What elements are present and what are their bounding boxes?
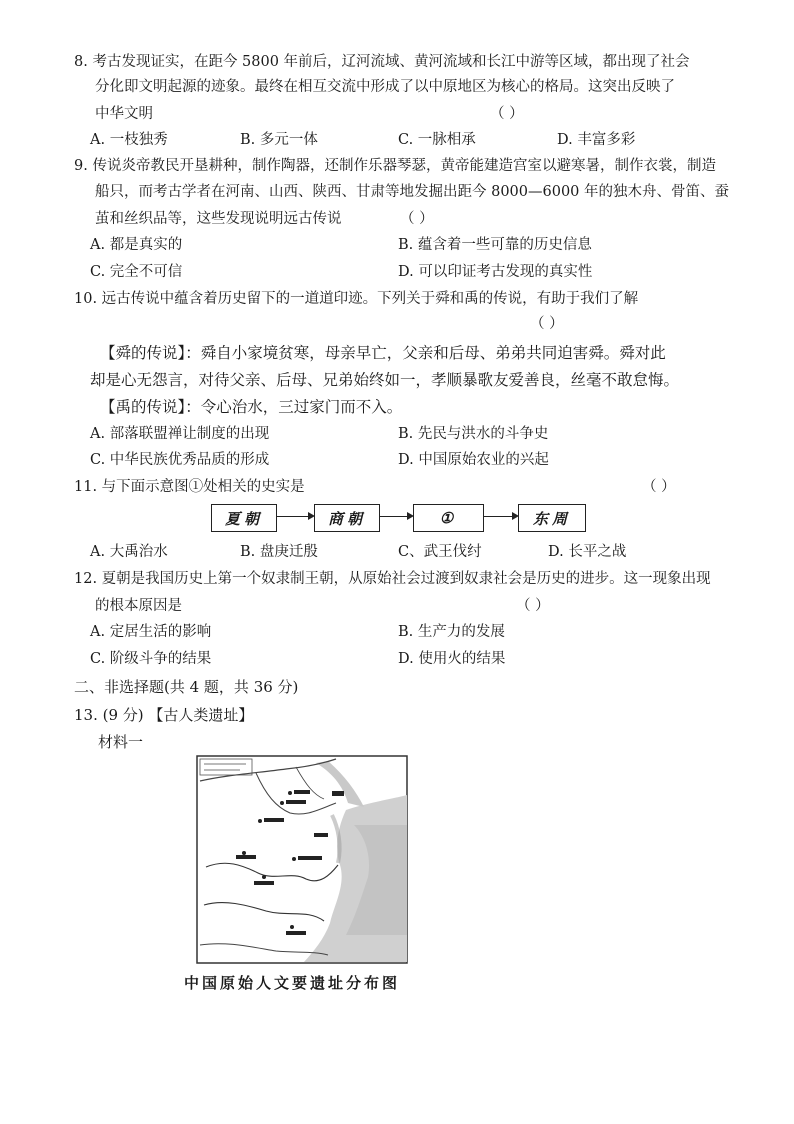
map-caption: 中国原始人文要遗址分布图	[184, 974, 401, 992]
q9-option-b: B. 蕴含着一些可靠的历史信息	[398, 237, 592, 253]
q8-line2: 分化即文明起源的迹象。最终在相互交流中形成了以中原地区为核心的格局。这突出反映了	[95, 79, 675, 95]
q8-option-c: C. 一脉相承	[398, 132, 476, 148]
q8-answer-paren: （ ）	[490, 106, 524, 122]
q8-line1: 8. 考古发现证实，在距今 5800 年前后，辽河流域、黄河流域和长江中游等区域，都出现了社会	[74, 54, 690, 70]
sites-distribution-map	[196, 755, 408, 964]
q10-shun-legend-2: 却是心无怨言，对待父亲、后母、兄弟始终如一，孝顺暴歌友爱善良，丝毫不敢怠悔。	[90, 371, 680, 389]
q11-answer-paren: （ ）	[642, 479, 676, 495]
q11-option-b: B. 盘庚迁殷	[240, 544, 318, 560]
flow-box-dongzhou: 东周	[518, 504, 586, 532]
q12-option-d: D. 使用火的结果	[398, 651, 506, 667]
q8-option-d: D. 丰富多彩	[557, 132, 636, 148]
flow-box-xia: 夏朝	[211, 504, 277, 532]
q10-yu-legend: 【禹的传说】：令心治水，三过家门而不入。	[100, 398, 403, 416]
q11-option-a: A. 大禹治水	[90, 544, 168, 560]
q9-option-c: C. 完全不可信	[90, 264, 183, 280]
q10-option-d: D. 中国原始农业的兴起	[398, 452, 549, 468]
map-graphic	[196, 755, 408, 964]
q8-option-a: A. 一枝独秀	[90, 132, 168, 148]
q13-title: 13. (9 分) 【古人类遗址】	[74, 706, 254, 724]
q12-line1: 12. 夏朝是我国历史上第一个奴隶制王朝，从原始社会过渡到奴隶社会是历史的进步。这一现象出现	[74, 571, 711, 587]
flow-arrow-1	[277, 516, 313, 517]
q9-answer-paren: （ ）	[400, 211, 434, 227]
q9-line2: 船只，而考古学者在河南、山西、陕西、甘肃等地发掘出距今 8000—6000 年的独木舟、骨笛、蚕	[95, 184, 730, 200]
q10-answer-paren: （ ）	[530, 316, 564, 332]
q12-option-b: B. 生产力的发展	[398, 624, 505, 640]
q12-answer-paren: （ ）	[516, 598, 550, 614]
q11-line1: 11. 与下面示意图①处相关的史实是	[74, 479, 305, 495]
q8-line3: 中华文明	[95, 106, 153, 122]
q8-option-b: B. 多元一体	[240, 132, 318, 148]
q10-option-c: C. 中华民族优秀品质的形成	[90, 452, 270, 468]
q13-material-label: 材料一	[98, 733, 144, 751]
flow-box-shang: 商朝	[314, 504, 380, 532]
q9-option-a: A. 都是真实的	[90, 237, 183, 253]
flow-box-blank: ①	[413, 504, 484, 532]
flow-arrow-3	[484, 516, 517, 517]
q10-option-a: A. 部落联盟禅让制度的出现	[90, 426, 270, 442]
q11-option-c: C、武王伐纣	[398, 544, 482, 560]
q12-option-c: C. 阶级斗争的结果	[90, 651, 212, 667]
q9-option-d: D. 可以印证考古发现的真实性	[398, 264, 593, 280]
q11-option-d: D. 长平之战	[548, 544, 627, 560]
q9-line1: 9. 传说炎帝教民开垦耕种，制作陶器，还制作乐器琴瑟，黄帝能建造宫室以避寒暑，制作衣裳，制造	[74, 158, 716, 174]
q10-line1: 10. 远古传说中蕴含着历史留下的一道道印迹。下列关于舜和禹的传说，有助于我们了解	[74, 291, 639, 307]
q12-option-a: A. 定居生活的影响	[90, 624, 212, 640]
flow-arrow-2	[380, 516, 412, 517]
q12-line2: 的根本原因是	[95, 598, 182, 614]
q10-option-b: B. 先民与洪水的斗争史	[398, 426, 549, 442]
q10-shun-legend-1: 【舜的传说】：舜自小家境贫寒，母亲早亡，父亲和后母、弟弟共同迫害舜。舜对此	[100, 344, 666, 362]
section-heading: 二、非选择题(共 4 题，共 36 分)	[74, 678, 299, 696]
q9-line3: 茧和丝织品等，这些发现说明远古传说	[95, 211, 342, 227]
